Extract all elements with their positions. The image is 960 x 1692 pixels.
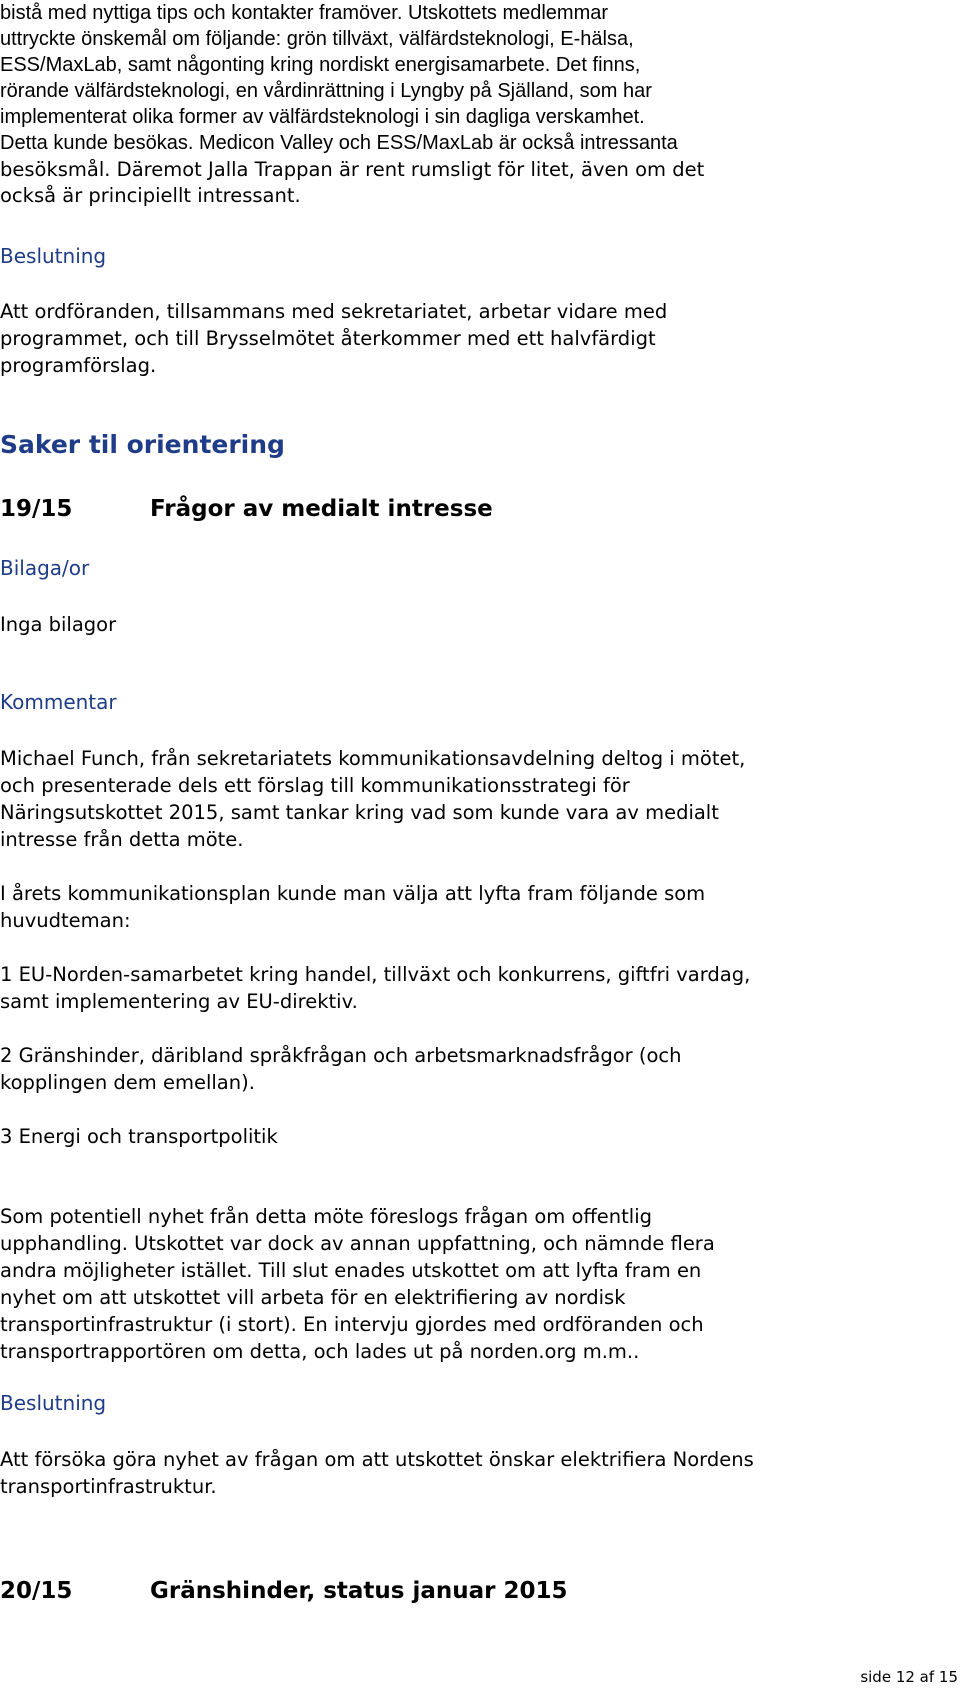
- intro-line: ESS/MaxLab, samt någonting kring nordiskt energisamarbete. Det finns,: [0, 54, 641, 76]
- item-heading: [0, 496, 493, 522]
- list-item: kopplingen dem emellan).: [0, 1071, 255, 1094]
- intro-line: rörande välfärdsteknologi, en vårdinrättning i Lyngby på Själland, som har: [0, 80, 652, 102]
- paragraph-line: Michael Funch, från sekretariatets kommunikationsavdelning deltog i mötet,: [0, 747, 746, 770]
- intro-line: bistå med nyttiga tips och kontakter framöver. Utskottets medlemmar: [0, 2, 609, 24]
- paragraph-line: upphandling. Utskottet var dock av annan uppfattning, och nämnde flera: [0, 1232, 715, 1255]
- paragraph-line: I årets kommunikationsplan kunde man välja att lyfta fram följande som: [0, 882, 706, 905]
- beslutning-heading: Beslutning: [0, 244, 107, 268]
- paragraph-line: transportrapportören om detta, och lades ut på norden.org m.m..: [0, 1340, 640, 1363]
- kommentar-heading: Kommentar: [0, 690, 117, 714]
- beslutning-line: Att ordföranden, tillsammans med sekretariatet, arbetar vidare med: [0, 300, 668, 323]
- paragraph-line: nyhet om att utskottet vill arbeta för en elektrifiering av nordisk: [0, 1286, 626, 1309]
- beslutning-line: programmet, och till Brysselmötet återkommer med ett halvfärdigt: [0, 327, 656, 350]
- item-heading: [0, 1578, 568, 1604]
- list-item: 2 Gränshinder, däribland språkfrågan och arbetsmarknadsfrågor (och: [0, 1044, 682, 1067]
- paragraph-line: intresse från detta möte.: [0, 828, 244, 851]
- page-number: side 12 af 15: [860, 1668, 958, 1686]
- beslutning-line: transportinfrastruktur.: [0, 1475, 217, 1498]
- intro-line: Detta kunde besökas. Medicon Valley och ESS/MaxLab är också intressanta: [0, 132, 678, 154]
- paragraph-line: transportinfrastruktur (i stort). En intervju gjordes med ordföranden och: [0, 1313, 704, 1336]
- beslutning-line: programförslag.: [0, 354, 157, 377]
- intro-line: också är principiellt intressant.: [0, 184, 301, 207]
- paragraph-line: Näringsutskottet 2015, samt tankar kring vad som kunde vara av medialt: [0, 801, 719, 824]
- list-item: samt implementering av EU-direktiv.: [0, 990, 358, 1013]
- item-number: 20/15: [0, 1578, 73, 1604]
- list-item: 1 EU-Norden-samarbetet kring handel, tillväxt och konkurrens, giftfri vardag,: [0, 963, 751, 986]
- intro-line: besöksmål. Däremot Jalla Trappan är rent rumsligt för litet, även om det: [0, 158, 705, 181]
- section-heading: Saker til orientering: [0, 430, 285, 459]
- item-number: 19/15: [0, 496, 73, 522]
- beslutning-heading: Beslutning: [0, 1391, 107, 1415]
- list-item: 3 Energi och transportpolitik: [0, 1125, 278, 1148]
- paragraph-line: andra möjligheter istället. Till slut enades utskottet om att lyfta fram en: [0, 1259, 702, 1282]
- paragraph-line: huvudteman:: [0, 909, 131, 932]
- intro-line: implementerat olika former av välfärdsteknologi i sin dagliga verskamhet.: [0, 106, 645, 128]
- paragraph-line: och presenterade dels ett förslag till kommunikationsstrategi för: [0, 774, 630, 797]
- item-title: Frågor av medialt intresse: [150, 496, 493, 522]
- beslutning-line: Att försöka göra nyhet av frågan om att utskottet önskar elektrifiera Nordens: [0, 1448, 754, 1471]
- paragraph-line: Som potentiell nyhet från detta möte föreslogs frågan om offentlig: [0, 1205, 653, 1228]
- item-title: Gränshinder, status januar 2015: [150, 1578, 568, 1604]
- bilaga-heading: Bilaga/or: [0, 556, 90, 580]
- intro-line: uttryckte önskemål om följande: grön tillväxt, välfärdsteknologi, E-hälsa,: [0, 28, 634, 50]
- bilaga-text: Inga bilagor: [0, 613, 117, 636]
